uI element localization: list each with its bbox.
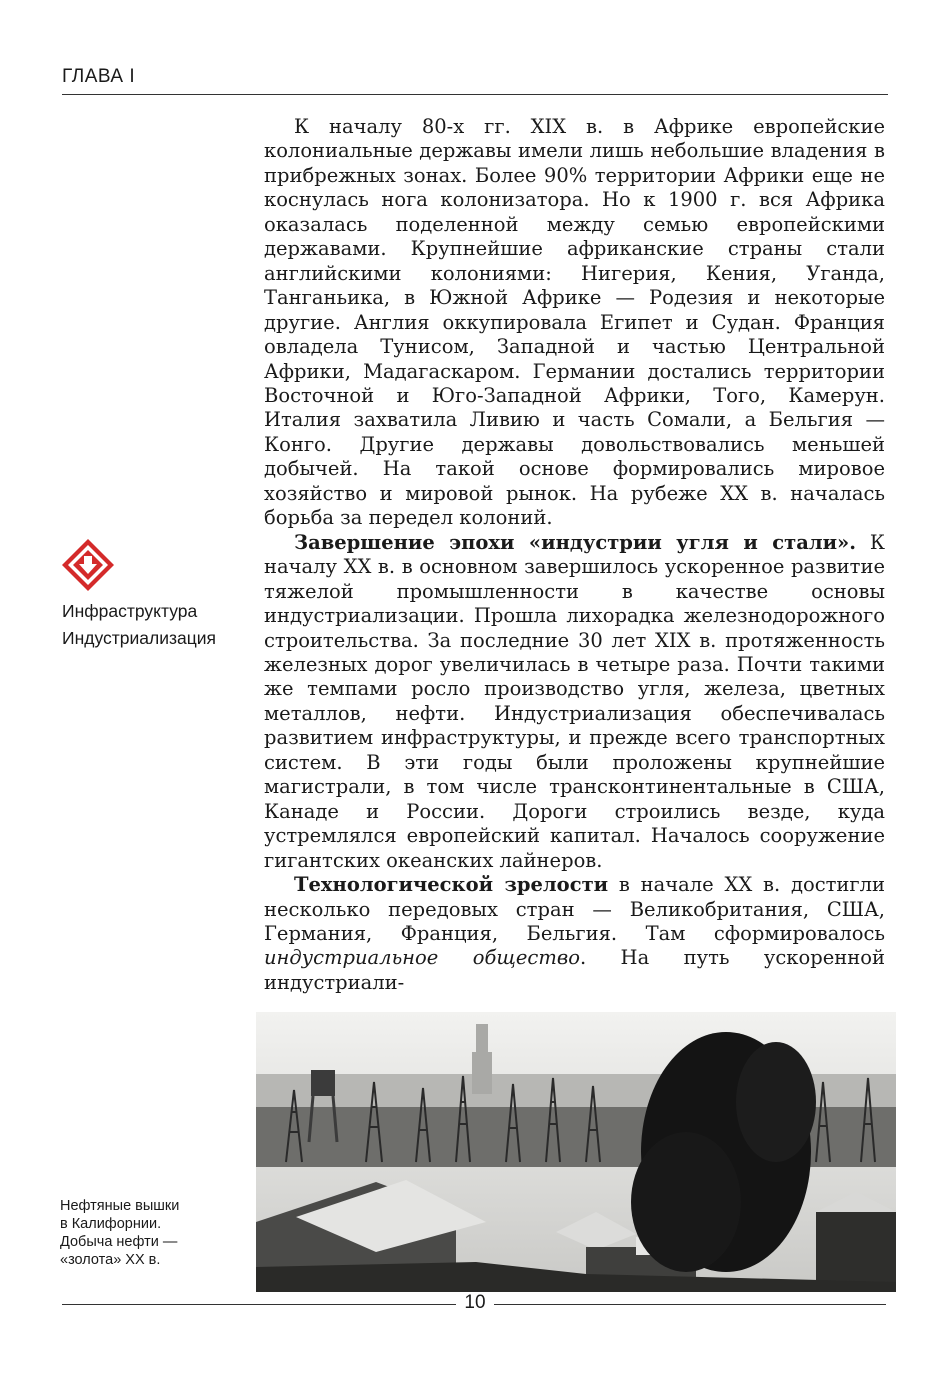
footer-divider-right	[494, 1304, 886, 1305]
sidebar-keyword-industrialization: Индустриализация	[62, 628, 217, 648]
caption-line-4: «золота» XX в.	[60, 1252, 161, 1268]
caption-line-1: Нефтяные вышки	[60, 1198, 180, 1214]
chapter-heading: ГЛАВА I	[62, 66, 136, 87]
sidebar-keywords	[62, 598, 216, 652]
keyword-marker-icon	[60, 537, 116, 593]
sidebar-keyword-infrastructure: Инфраструктура	[62, 601, 198, 621]
photo-caption	[60, 1197, 179, 1269]
caption-line-2: в Калифорнии.	[60, 1216, 162, 1232]
paragraph-tech-body-2: . На путь ускоренной индустриали-	[264, 946, 885, 994]
paragraph-tech-italic-term: индустриальное общество	[264, 946, 580, 970]
paragraph-coal-steel-lead: Завершение эпохи «индустрии угля и стали».	[294, 530, 857, 554]
main-text-column	[264, 115, 885, 995]
page-number: 10	[464, 1292, 486, 1313]
footer-divider-left	[62, 1304, 456, 1305]
header-divider	[62, 94, 888, 95]
caption-line-3: Добыча нефти —	[60, 1234, 178, 1250]
paragraph-coal-steel-body: К началу XX в. в основном завершилось ускоренное развитие тяжелой промышленности в качестве основы индустриализации. Прошла лихорадка железнодорожного строительства. За последние 30 лет XIX в. протяженность железных дорог увеличилась в четыре раза. Почти такими же темпами росло производство угля, железа, цветных металлов, нефти. Индустриализация обеспечивалась развитием инфраструктуры, и прежде всего транспортных систем. В эти годы были проложены крупнейшие магистрали, в том числе трансконтинентальные в США, Канаде и России. Дороги строились везде, куда устремлялся европейский капитал. Началось сооружение гигантских океанских лайнеров.	[264, 530, 885, 872]
paragraph-africa-colonies: К началу 80-х гг. XIX в. в Африке европейские колониальные державы имели лишь небольшие владения в прибрежных зонах. Более 90% территории Африки еще не коснулась нога колонизатора. Но к 1900 г. вся Африка оказалась поделенной между семью европейскими державами. Крупнейшие африканские страны стали английскими колониями: Нигерия, Кения, Уганда, Танганьика, в Южной Африке — Родезия и некоторые другие. Англия оккупировала Египет и Судан. Франция овладела Тунисом, Западной и частью Центральной Африки, Мадагаскаром. Германии достались территории Восточной и Юго-Западной Африки, Того, Камерун. Италия захватила Ливию и часть Сомали, а Бельгия — Конго. Другие державы довольствовались меньшей добычей. На такой основе формировались мировое хозяйство и мировой рынок. На рубеже XX в. началась борьба за передел колоний.	[264, 115, 885, 530]
paragraph-technological-maturity	[264, 873, 885, 995]
oil-derricks-photo	[256, 1012, 896, 1292]
paragraph-coal-steel	[264, 531, 885, 873]
paragraph-tech-body-1: в начале XX в. достигли несколько передовых стран — Великобритания, США, Германия, Франция, Бельгия. Там сформировалось	[264, 873, 885, 945]
paragraph-tech-lead: Технологической зрелости	[294, 873, 609, 897]
